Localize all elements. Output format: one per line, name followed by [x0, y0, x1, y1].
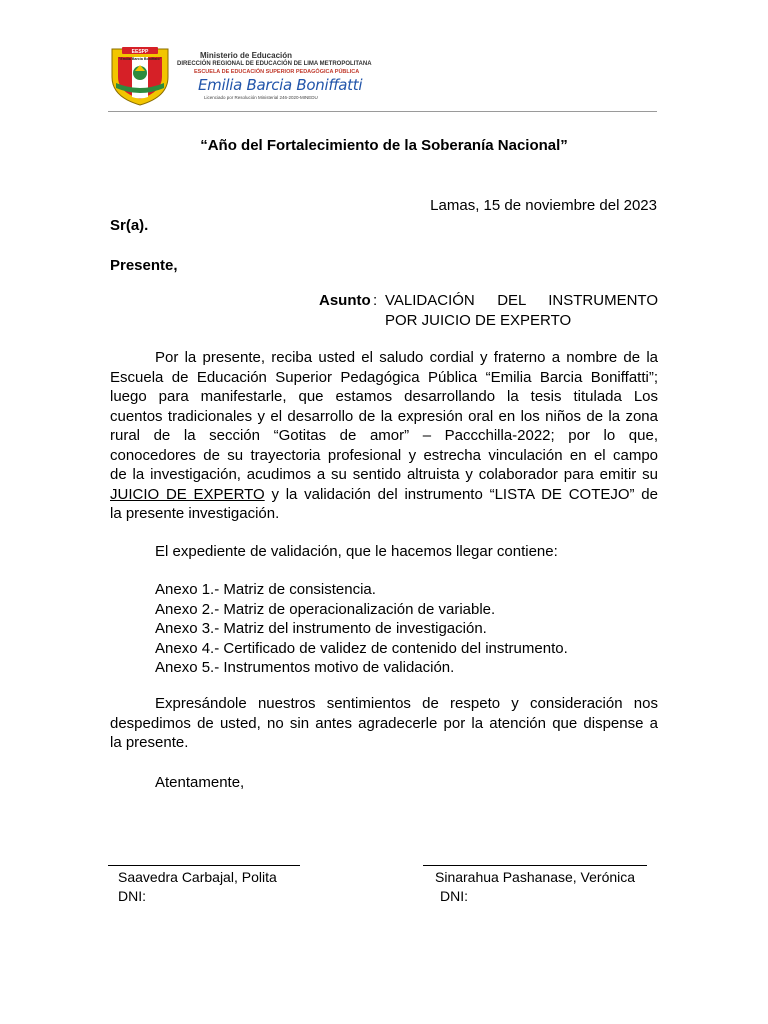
- greeting: Sr(a).: [110, 217, 149, 234]
- paragraph-line: Por la presente, reciba usted el saludo cordial y fraterno a nombre de la: [155, 349, 658, 366]
- list-item: Anexo 3.- Matriz del instrumento de investigación.: [155, 620, 487, 637]
- paragraph-line: Escuela de Educación Superior Pedagógica Pública “Emilia Barcia Boniffatti”;: [110, 368, 658, 386]
- logo-top-text: EESPP: [131, 49, 149, 55]
- paragraph-line-rest: y la validación del instrumento “LISTA DE COTEJO” de: [264, 485, 658, 503]
- paragraph-line: de la investigación, acudimos a su sentido altruista y colaborador para emitir su: [110, 466, 658, 483]
- paragraph-line: despedimos de usted, no sin antes agradecerle por la atención que dispense a: [110, 714, 658, 732]
- signature-line-2: [423, 865, 647, 866]
- annex-list: [155, 580, 568, 678]
- subject-line-1: VALIDACIÓN DEL INSTRUMENTO: [385, 292, 658, 309]
- signer-2-dni: DNI:: [440, 888, 468, 904]
- list-item: Anexo 2.- Matriz de operacionalización de variable.: [155, 600, 496, 618]
- subject-line-2: POR JUICIO DE EXPERTO: [385, 312, 572, 329]
- paragraph-line: la presente investigación.: [110, 505, 280, 522]
- paragraph-line: rural de la sección “Gotitas de amor” – Paccchilla-2022; por lo que,: [110, 427, 658, 444]
- paragraph-line: cuentos tradicionales y el desarrollo de la expresión oral en los niños de la zona: [110, 407, 658, 425]
- signer-1-name: Saavedra Carbajal, Polita: [118, 869, 277, 885]
- paragraph-line: [110, 485, 658, 505]
- school-type: ESCUELA DE EDUCACIÓN SUPERIOR PEDAGÓGICA PÚBLICA: [194, 69, 360, 75]
- school-crest-icon: [108, 43, 172, 107]
- subject-label: Asunto: [319, 292, 371, 309]
- school-name: Emilia Barcia Boniffatti: [198, 76, 363, 94]
- ministry-name: Ministerio de Educación: [200, 51, 293, 60]
- license-resolution: Licenciado por Resolución Ministerial 246-2020-MINEDU: [204, 95, 318, 100]
- presente: Presente,: [110, 257, 178, 274]
- subject-colon: :: [373, 292, 378, 309]
- list-item: Anexo 5.- Instrumentos motivo de validación.: [155, 659, 455, 676]
- year-title: “Año del Fortalecimiento de la Soberanía Nacional”: [200, 137, 568, 154]
- paragraph-line: conocedores de su trayectoria profesional y estrecha vinculación en el campo: [110, 446, 658, 464]
- signer-2-name: Sinarahua Pashanase, Verónica: [435, 869, 636, 885]
- paragraph-intro: [110, 348, 658, 524]
- logo-banner-text: "Emilia Barcia Boniffatti": [118, 57, 162, 61]
- place-date: Lamas, 15 de noviembre del 2023: [430, 197, 657, 214]
- header-divider: [108, 111, 657, 112]
- paragraph-expediente: El expediente de validación, que le hacemos llegar contiene:: [155, 543, 558, 560]
- regional-direction: DIRECCIÓN REGIONAL DE EDUCACIÓN DE LIMA METROPOLITANA: [177, 61, 372, 67]
- paragraph-line: Expresándole nuestros sentimientos de respeto y consideración nos: [155, 695, 658, 712]
- closing: Atentamente,: [155, 774, 245, 791]
- list-item: Anexo 1.- Matriz de consistencia.: [155, 581, 376, 598]
- paragraph-line: la presente.: [110, 734, 189, 751]
- paragraph-farewell: [110, 694, 658, 753]
- expert-judgment-underlined: JUICIO DE EXPERTO: [110, 485, 265, 503]
- paragraph-line: luego para manifestarle, que estamos desarrollando la tesis titulada Los: [110, 388, 658, 405]
- list-item: Anexo 4.- Certificado de validez de contenido del instrumento.: [155, 639, 568, 657]
- signature-line-1: [108, 865, 300, 866]
- signer-1-dni: DNI:: [118, 888, 146, 904]
